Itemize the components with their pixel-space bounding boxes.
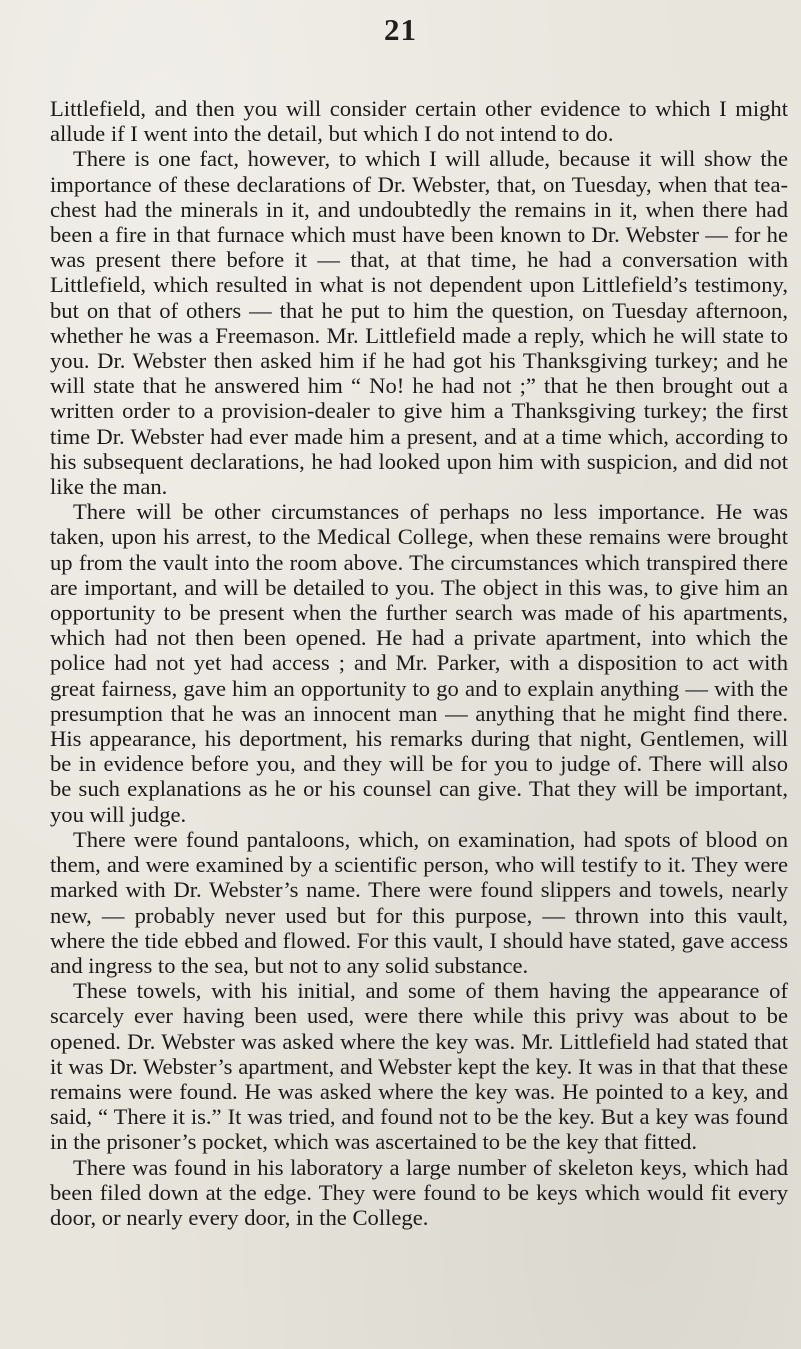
paragraph: There was found in his laboratory a large number of skeleton keys, which had been filed down at the edge. They were found to be keys which would fit every door, or nearly every door, in the College. (50, 1154, 788, 1230)
paragraph: These towels, with his initial, and some of them having the appearance of scarcely ever having been used, were there while this privy was about to be opened. Dr. Webster was asked where the key was. Mr. Littlefield had stated that it was Dr. Webster’s apartment, and Webster kept the key. It was in that that these remains were found. He was asked where the key was. He pointed to a key, and said, “ There it is.” It was tried, and found not to be the key. But a key was found in the prisoner’s pocket, which was ascertained to be the key that fitted. (50, 978, 788, 1155)
paragraph: There is one fact, however, to which I will allude, because it will show the importance of these declarations of Dr. Webster, that, on Tuesday, when that tea-chest had the minerals in it, and undoubtedly the remains in it, when there had been a fire in that furnace which must have been known to Dr. Webster — for he was present there before it — that, at that time, he had a conversation with Littlefield, which resulted in what is not dependent upon Littlefield’s testimony, but on that of others — that he put to him the question, on Tuesday afternoon, whether he was a Freemason. Mr. Littlefield made a reply, which he will state to you. Dr. Webster then asked him if he had got his Thanksgiving turkey; and he will state that he answered him “ No! he had not ;” that he then brought out a written order to a provision-dealer to give him a Thanksgiving turkey; the first time Dr. Webster had ever made him a present, and at a time which, according to his subsequent declarations, he had looked upon him with suspicion, and did not like the man. (50, 146, 788, 500)
paragraph: Littlefield, and then you will consider certain other evidence to which I might allude if I went into the detail, but which I do not intend to do. (50, 96, 788, 147)
paragraph: There will be other circumstances of perhaps no less importance. He was taken, upon his arrest, to the Medical College, when these remains were brought up from the vault into the room above. The circumstances which transpired there are important, and will be detailed to you. The object in this was, to give him an opportunity to be present when the further search was made of his apartments, which had not then been opened. He had a private apartment, into which the police had not yet had access ; and Mr. Parker, with a disposition to act with great fairness, gave him an opportunity to go and to explain anything — with the presumption that he was an innocent man — anything that he might find there. His appearance, his deportment, his remarks during that night, Gentlemen, will be in evidence before you, and they will be for you to judge of. There will also be such explanations as he or his counsel can give. That they will be important, you will judge. (50, 499, 788, 827)
paragraph: There were found pantaloons, which, on examination, had spots of blood on them, and were examined by a scientific person, who will testify to it. They were marked with Dr. Webster’s name. There were found slippers and towels, nearly new, — probably never used but for this purpose, — thrown into this vault, where the tide ebbed and flowed. For this vault, I should have stated, gave access and ingress to the sea, but not to any solid substance. (50, 826, 788, 978)
body-text (50, 96, 788, 1230)
page-number: 21 (384, 12, 417, 47)
